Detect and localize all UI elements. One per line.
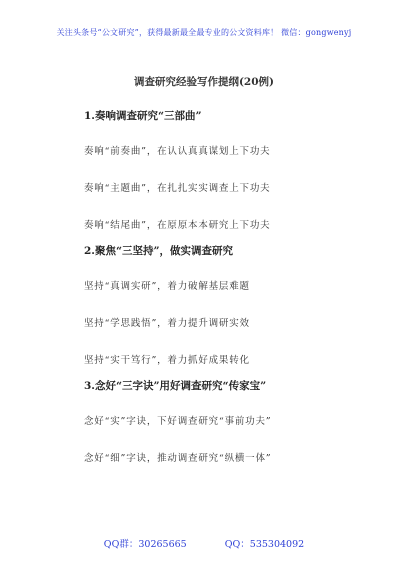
page-title: 调查研究经验写作提纲(20例) (133, 76, 275, 88)
list-item: 奏响“前奏曲”，在认认真真谋划上下功夫 (84, 146, 271, 157)
qq-group-text: QQ群：30265665 (103, 539, 187, 550)
section-3 (84, 378, 384, 466)
list-item: 念好“实”字诀，下好调查研究“事前功夫” (84, 416, 272, 427)
document-body (84, 108, 384, 466)
section-1 (84, 108, 384, 233)
list-item: 奏响“主题曲”，在扎扎实实调查上下功夫 (84, 183, 271, 194)
list-item: 坚持“学思践悟”，着力提升调研实效 (84, 318, 250, 329)
section-heading: 3.念好“三字诀”用好调查研究“传家宝” (84, 380, 267, 392)
list-item: 坚持“实干笃行”，着力抓好成果转化 (84, 355, 250, 366)
qq-text: QQ：535304092 (224, 539, 305, 550)
footer-contact (0, 536, 408, 550)
list-item: 坚持“真调实研”，着力破解基层难题 (84, 281, 250, 292)
section-2 (84, 243, 384, 368)
section-heading: 1.奏响调查研究“三部曲” (84, 110, 202, 122)
section-heading: 2.聚焦“三坚持”，做实调查研究 (84, 245, 234, 257)
header-note: 关注头条号“公文研究”，获得最新最全最专业的公文资料库！ 微信：gongwenyj (56, 28, 352, 37)
list-item: 念好“细”字诀，推动调查研究“纵横一体” (84, 453, 272, 464)
list-item: 奏响“结尾曲”，在原原本本研究上下功夫 (84, 220, 271, 231)
